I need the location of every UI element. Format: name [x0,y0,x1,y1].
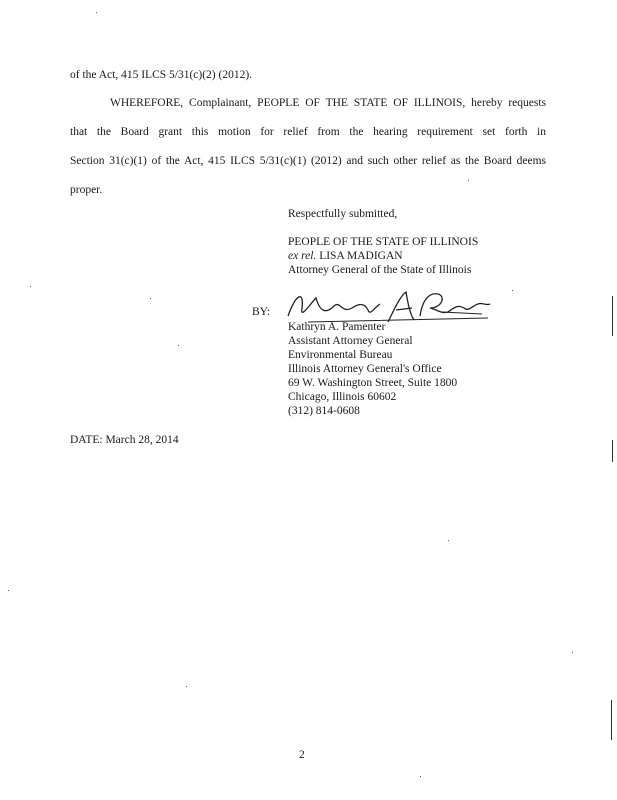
by-label: BY: [252,306,271,318]
phone-number: (312) 814-0608 [288,405,360,417]
scan-speck [150,298,151,299]
wherefore-line-3: Section 31(c)(1) of the Act, 415 ILCS 5/31(c)(1) (2012) and such other relief as the Board deems [70,155,546,167]
scan-speck [96,12,97,13]
wherefore-line-4: proper. [70,184,103,196]
office: Illinois Attorney General's Office [288,363,442,375]
bureau: Environmental Bureau [288,349,393,361]
scan-speck [448,540,449,541]
ex-rel-name: LISA MADIGAN [319,250,403,262]
signer-title: Assistant Attorney General [288,335,413,347]
scan-speck [572,652,573,653]
scan-speck [512,290,513,291]
party-name: PEOPLE OF THE STATE OF ILLINOIS [288,236,479,248]
scan-speck [8,590,9,591]
scan-edge-mark [611,700,612,740]
scan-speck [420,776,421,777]
signer-name: Kathryn A. Pamenter [288,321,386,333]
wherefore-line-1: WHEREFORE, Complainant, PEOPLE OF THE STATE OF ILLINOIS, hereby requests [110,97,546,109]
scan-speck [186,686,187,687]
street-address: 69 W. Washington Street, Suite 1800 [288,377,458,389]
ex-rel-prefix: ex rel. [288,250,317,262]
scan-speck [30,286,31,287]
attorney-general-title: Attorney General of the State of Illinois [288,264,472,276]
ex-rel-line [288,249,403,263]
scan-speck [178,345,179,346]
scan-speck [468,180,469,181]
city-state-zip: Chicago, Illinois 60602 [288,391,397,403]
closing-phrase: Respectfully submitted, [288,208,398,220]
scan-edge-mark [612,440,613,462]
page-number: 2 [299,749,305,761]
date-line: DATE: March 28, 2014 [70,434,179,446]
paragraph-continuation: of the Act, 415 ILCS 5/31(c)(2) (2012). [70,69,253,81]
scan-edge-mark [612,296,613,336]
wherefore-line-2: that the Board grant this motion for relief from the hearing requirement set forth in [70,126,546,138]
